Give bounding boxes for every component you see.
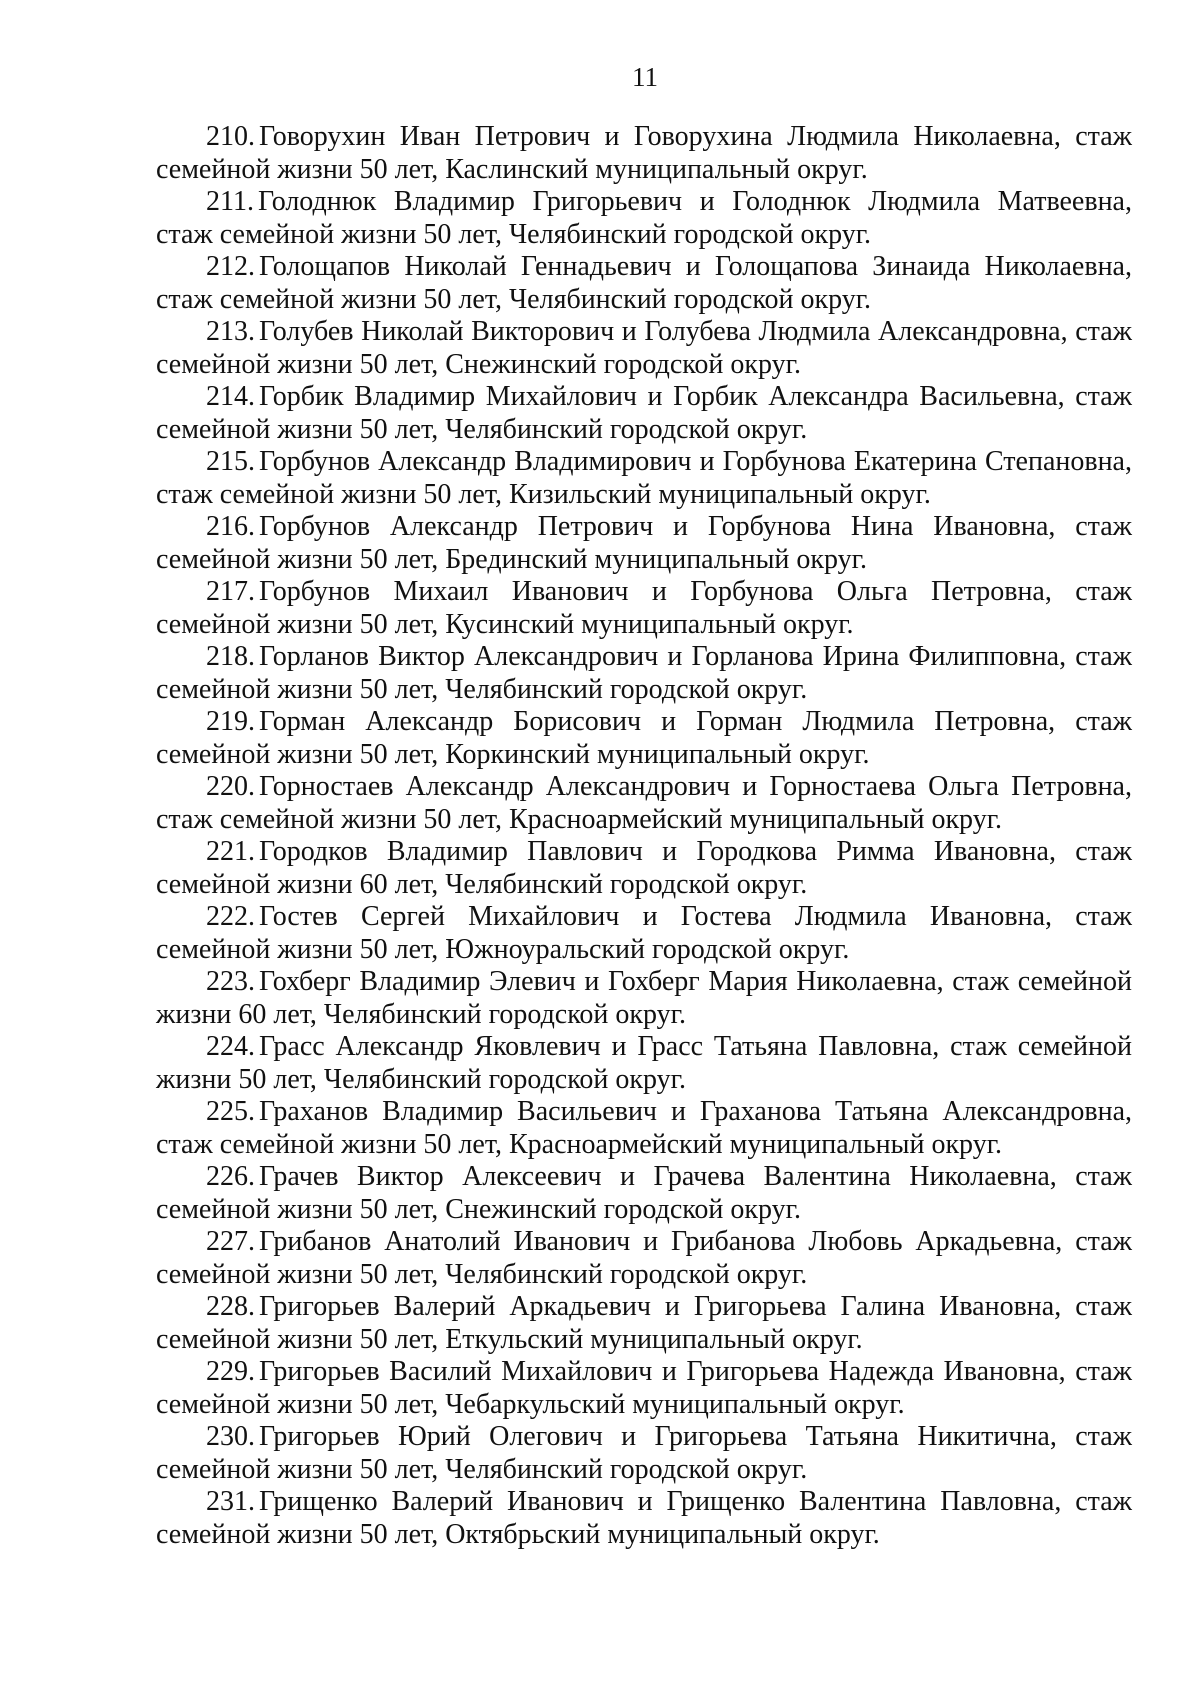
entry-text: Гохберг Владимир Элевич и Гохберг Мария Николаевна, стаж семейной жизни 60 лет, Челябинский городской округ. bbox=[156, 966, 1132, 1030]
entry-text: Голощапов Николай Геннадьевич и Голощапова Зинаида Николаевна, стаж семейной жизни 50 лет, Челябинский городской округ. bbox=[156, 251, 1132, 315]
entry-number: 215. bbox=[206, 446, 255, 477]
entry-number: 220. bbox=[206, 771, 255, 802]
page-number: 11 bbox=[632, 62, 658, 92]
entry-number: 216. bbox=[206, 511, 255, 542]
entry-text: Грачев Виктор Алексеевич и Грачева Валентина Николаевна, стаж семейной жизни 50 лет, Снежинский городской округ. bbox=[156, 1161, 1132, 1225]
entry-text: Голубев Николай Викторович и Голубева Людмила Александровна, стаж семейной жизни 50 лет, Снежинский городской округ. bbox=[156, 316, 1132, 380]
entry-number: 228. bbox=[206, 1291, 255, 1322]
entry-text: Горбик Владимир Михайлович и Горбик Александра Васильевна, стаж семейной жизни 50 лет, Челябинский городской округ. bbox=[156, 381, 1132, 445]
entry-text: Григорьев Валерий Аркадьевич и Григорьева Галина Ивановна, стаж семейной жизни 50 лет, Еткульский муниципальный округ. bbox=[156, 1291, 1132, 1355]
list-item bbox=[156, 381, 1132, 446]
entry-number: 224. bbox=[206, 1031, 255, 1062]
list-item bbox=[156, 771, 1132, 836]
list-item bbox=[156, 576, 1132, 641]
list-item bbox=[156, 1291, 1132, 1356]
entry-text: Грибанов Анатолий Иванович и Грибанова Любовь Аркадьевна, стаж семейной жизни 50 лет, Челябинский городской округ. bbox=[156, 1226, 1132, 1290]
entry-number: 222. bbox=[206, 901, 255, 932]
entry-number: 223. bbox=[206, 966, 255, 997]
entry-number: 226. bbox=[206, 1161, 255, 1192]
entry-text: Григорьев Юрий Олегович и Григорьева Татьяна Никитична, стаж семейной жизни 50 лет, Челябинский городской округ. bbox=[156, 1421, 1132, 1485]
entry-text: Григорьев Василий Михайлович и Григорьева Надежда Ивановна, стаж семейной жизни 50 лет, Чебаркульский муниципальный округ. bbox=[156, 1356, 1132, 1420]
list-item bbox=[156, 901, 1132, 966]
entry-number: 231. bbox=[206, 1486, 255, 1517]
entry-number: 211. bbox=[206, 186, 254, 217]
entry-number: 214. bbox=[206, 381, 255, 412]
entry-number: 219. bbox=[206, 706, 255, 737]
list-item bbox=[156, 1356, 1132, 1421]
list-item bbox=[156, 186, 1132, 251]
list-item bbox=[156, 121, 1132, 186]
list-item bbox=[156, 1226, 1132, 1291]
list-item bbox=[156, 1031, 1132, 1096]
entry-number: 218. bbox=[206, 641, 255, 672]
list-item bbox=[156, 251, 1132, 316]
entry-text: Горбунов Александр Владимирович и Горбунова Екатерина Степановна, стаж семейной жизни 50 лет, Кизильский муниципальный округ. bbox=[156, 446, 1132, 510]
entry-number: 229. bbox=[206, 1356, 255, 1387]
list-item bbox=[156, 511, 1132, 576]
entry-text: Горбунов Михаил Иванович и Горбунова Ольга Петровна, стаж семейной жизни 50 лет, Кусинский муниципальный округ. bbox=[156, 576, 1132, 640]
entry-text: Грасс Александр Яковлевич и Грасс Татьяна Павловна, стаж семейной жизни 50 лет, Челябинский городской округ. bbox=[156, 1031, 1132, 1095]
entry-text: Гостев Сергей Михайлович и Гостева Людмила Ивановна, стаж семейной жизни 50 лет, Южноуральский городской округ. bbox=[156, 901, 1132, 965]
entry-number: 213. bbox=[206, 316, 255, 347]
entry-number: 210. bbox=[206, 121, 255, 152]
entry-text: Городков Владимир Павлович и Городкова Римма Ивановна, стаж семейной жизни 60 лет, Челябинский городской округ. bbox=[156, 836, 1132, 900]
list-item bbox=[156, 641, 1132, 706]
award-list bbox=[156, 121, 1132, 1551]
list-item bbox=[156, 1486, 1132, 1551]
entry-text: Горностаев Александр Александрович и Горностаева Ольга Петровна, стаж семейной жизни 50 лет, Красноармейский муниципальный округ. bbox=[156, 771, 1132, 835]
list-item bbox=[156, 316, 1132, 381]
list-item bbox=[156, 836, 1132, 901]
list-item bbox=[156, 706, 1132, 771]
entry-text: Голоднюк Владимир Григорьевич и Голоднюк Людмила Матвеевна, стаж семейной жизни 50 лет, Челябинский городской округ. bbox=[156, 186, 1132, 250]
entry-text: Горман Александр Борисович и Горман Людмила Петровна, стаж семейной жизни 50 лет, Коркинский муниципальный округ. bbox=[156, 706, 1132, 770]
list-item bbox=[156, 1096, 1132, 1161]
list-item bbox=[156, 1421, 1132, 1486]
entry-text: Говорухин Иван Петрович и Говорухина Людмила Николаевна, стаж семейной жизни 50 лет, Каслинский муниципальный округ. bbox=[156, 121, 1132, 185]
list-item bbox=[156, 966, 1132, 1031]
list-item bbox=[156, 446, 1132, 511]
list-item bbox=[156, 1161, 1132, 1226]
entry-number: 225. bbox=[206, 1096, 255, 1127]
entry-number: 212. bbox=[206, 251, 255, 282]
entry-number: 221. bbox=[206, 836, 255, 867]
entry-text: Граханов Владимир Васильевич и Граханова Татьяна Александровна, стаж семейной жизни 50 лет, Красноармейский муниципальный округ. bbox=[156, 1096, 1132, 1160]
entry-number: 227. bbox=[206, 1226, 255, 1257]
entry-text: Горланов Виктор Александрович и Горланова Ирина Филипповна, стаж семейной жизни 50 лет, Челябинский городской округ. bbox=[156, 641, 1132, 705]
entry-text: Горбунов Александр Петрович и Горбунова Нина Ивановна, стаж семейной жизни 50 лет, Брединский муниципальный округ. bbox=[156, 511, 1132, 575]
entry-text: Грищенко Валерий Иванович и Грищенко Валентина Павловна, стаж семейной жизни 50 лет, Октябрьский муниципальный округ. bbox=[156, 1486, 1132, 1550]
entry-number: 217. bbox=[206, 576, 255, 607]
entry-number: 230. bbox=[206, 1421, 255, 1452]
